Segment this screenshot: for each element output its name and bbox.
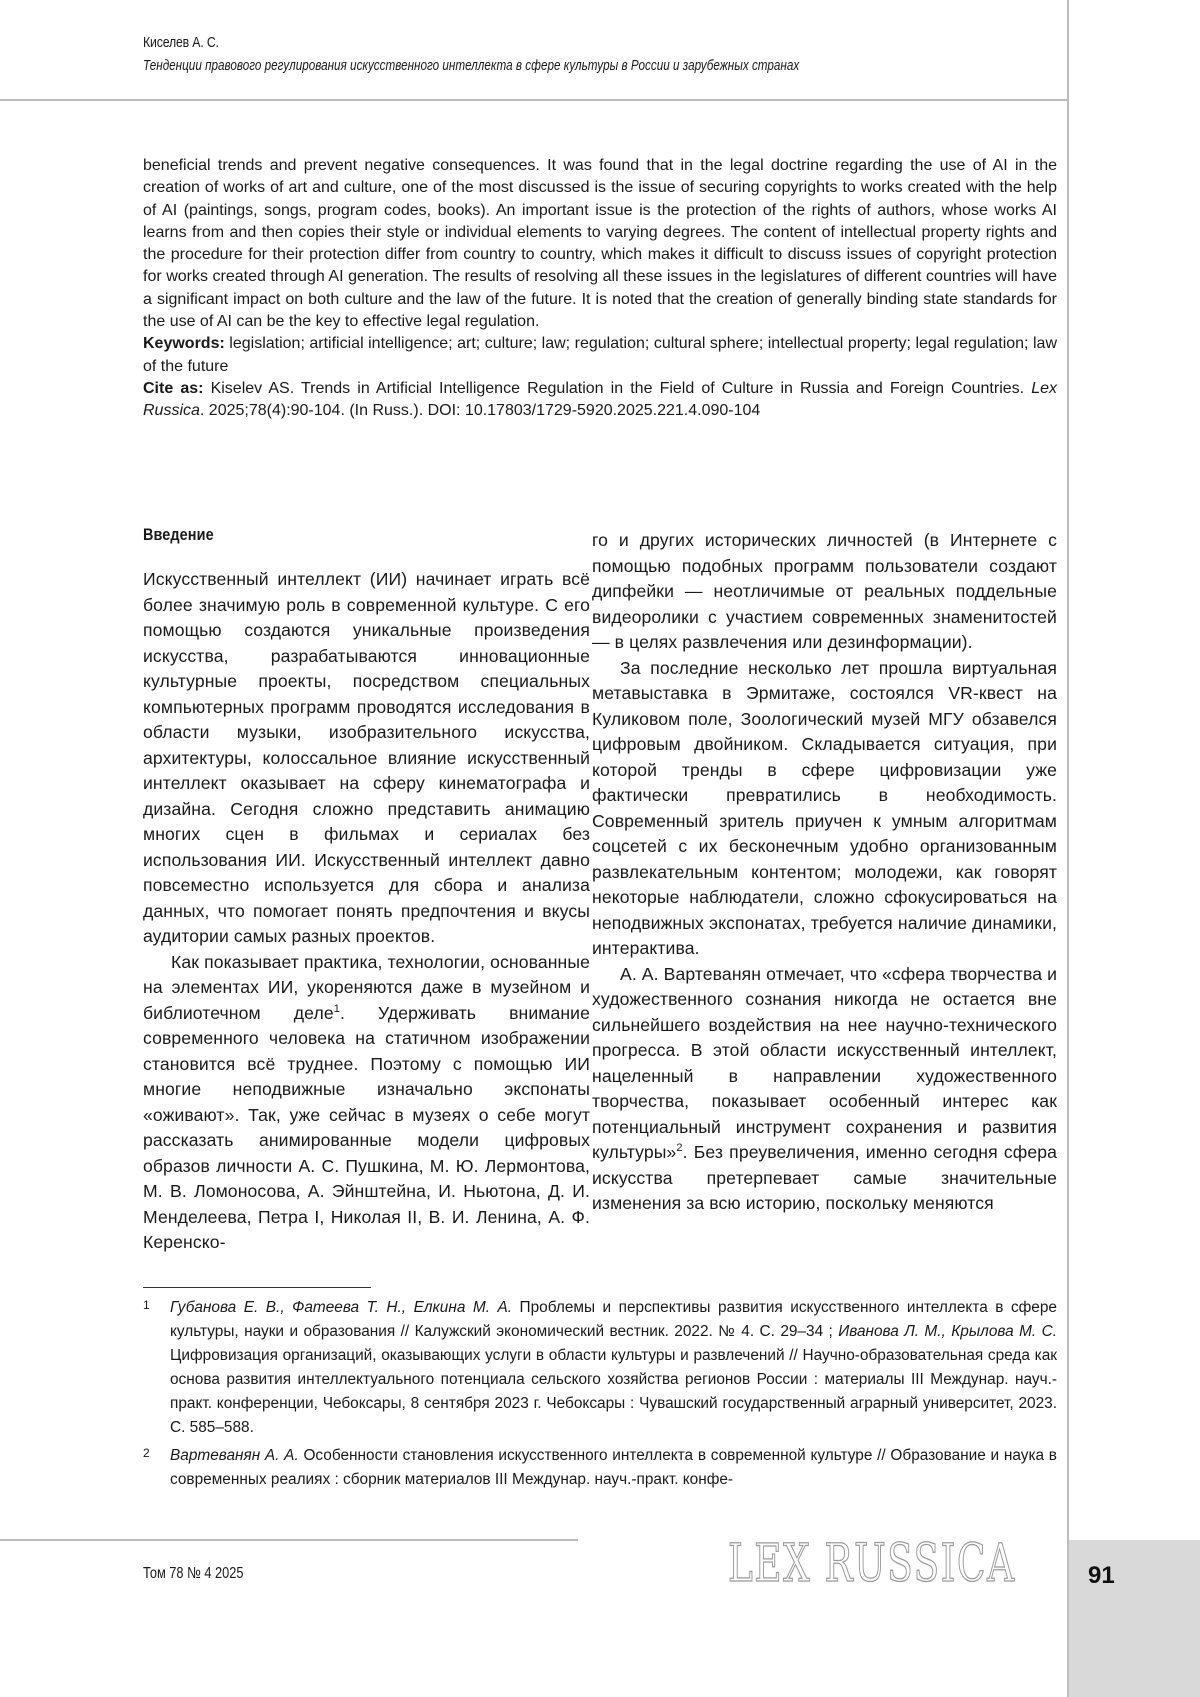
footnote-authors: Иванова Л. М., Крылова М. С. (838, 1323, 1057, 1340)
page-margin-bar (1067, 0, 1200, 1697)
footnote-ref[interactable]: 1 (334, 1003, 340, 1015)
page-number: 91 (1088, 1562, 1115, 1590)
footnote-text (170, 1296, 1057, 1440)
paragraph (143, 950, 590, 1256)
abstract-text: beneficial trends and prevent negative consequences. It was found that in the legal doctrine regarding the use of AI in the creation of works of art and culture, one of the most discussed is the issue of securing copyrights to works created with the help of AI (paintings, songs, program codes, books). An important issue is the protection of the rights of authors, whose works AI learns from and then copies their style or individual elements to varying degrees. The content of intellectual property rights and the procedure for their protection differ from country to country, which makes it difficult to discuss issues of copyright protection for works created through AI generation. The results of resolving all these issues in the legislatures of different countries will have a significant impact on both culture and the law of the future. It is noted that the creation of generally binding state standards for the use of AI can be the key to effective legal regulation. (143, 155, 1057, 333)
paragraph-text: . Без преувеличения, именно сегодня сфера искусства претерпевает самые значительные изменения за всю историю, поскольку меняются (592, 1142, 1057, 1213)
paragraph: Искусственный интеллект (ИИ) начинает играть всё более значимую роль в современной культуре. С его помощью создаются уникальные произведения искусства, разрабатываются инновационные культурные проекты, посредством специальных компьютерных программ проводятся исследования в области музыки, изобразительного искусства, архитектуры, колоссальное влияние искусственный интеллект оказывает на сферу кинематографа и дизайна. Сегодня сложно представить анимацию многих сцен в фильмах и сериалах без использования ИИ. Искусственный интеллект давно повсеместно используется для сбора и анализа данных, что помогает понять предпочтения и вкусы аудитории самых разных проектов. (143, 567, 590, 950)
header-divider (0, 99, 1067, 101)
running-header (143, 34, 1063, 74)
footnote-body: Цифровизация организаций, оказывающих услуги в области культуры и развлечений // Научно-образовательная среда как основа развития интеллектуального потенциала сельского хозяйства регионов России : материалы III Междунар. науч.-практ. конференции, Чебоксары, 8 сентября 2023 г. Чебоксары : Чувашский государственный аграрный университет, 2023. С. 585–588. (170, 1347, 1057, 1436)
header-article-title: Тенденции правового регулирования искусственного интеллекта в сфере культуры в России и зарубежных странах (143, 57, 861, 74)
cite-text: Kiselev AS. Trends in Artificial Intelligence Regulation in the Field of Culture in Russia and Foreign Countries. (211, 380, 1025, 397)
footnote (143, 1444, 1057, 1492)
left-column (143, 523, 590, 1256)
footnote-divider (143, 1287, 371, 1288)
paragraph (592, 962, 1057, 1217)
footnote-number: 2 (143, 1444, 170, 1492)
keywords (143, 333, 1057, 378)
abstract (143, 155, 1057, 423)
header-author: Киселев А. С. (143, 34, 897, 51)
paragraph: За последние несколько лет прошла виртуальная метавыставка в Эрмитаже, состоялся VR-квест на Куликовом поле, Зоологический музей МГУ обзавелся цифровым двойником. Складывается ситуация, при которой тренды в сфере цифровизации уже фактически превратились в необходимость. Современный зритель приучен к умным алгоритмам соцсетей с их бесконечным удобно организованным развлекательным контентом; молодежи, как говорят некоторые наблюдатели, сложно сфокусироваться на неподвижных экспонатах, требуется наличие динамики, интерактива. (592, 656, 1057, 962)
footnote (143, 1296, 1057, 1440)
citation (143, 378, 1057, 423)
keywords-label: Keywords: (143, 335, 225, 352)
cite-details: . 2025;78(4):90-104. (In Russ.). DOI: 10.17803/1729-5920.2025.221.4.090-104 (200, 402, 760, 419)
footnotes (143, 1296, 1057, 1496)
cite-label: Cite as: (143, 380, 203, 397)
paragraph-text: . Удерживать внимание современного человека на статичном изображении становится всё труднее. Поэтому с помощью ИИ многие неподвижные изначально экспонаты «оживают». Так, уже сейчас в музеях о себе могут рассказать анимированные модели цифровых образов личности А. С. Пушкина, М. Ю. Лермонтова, М. В. Ломоносова, А. Эйнштейна, И. Ньютона, Д. И. Менделеева, Петра I, Николая II, В. И. Ленина, А. Ф. Керенско- (143, 1003, 590, 1253)
footnote-ref[interactable]: 2 (676, 1142, 682, 1154)
journal-logo: LEX RUSSICA (728, 1534, 1015, 1594)
footnote-authors: Губанова Е. В., Фатеева Т. Н., Елкина М. А. (170, 1299, 512, 1316)
paragraph-text: А. А. Вартеванян отмечает, что «сфера творчества и художественного сознания никогда не остается вне сильнейшего воздействия на нее научно-технического прогресса. В этой области искусственный интеллект, нацеленный в направлении художественного творчества, показывает особенный интерес как потенциальный инструмент сохранения и развития культуры» (592, 964, 1057, 1163)
footnote-text (170, 1444, 1057, 1492)
footnote-authors: Вартеванян А. А. (170, 1447, 299, 1464)
footer-divider (0, 1539, 578, 1541)
keywords-text: legislation; artificial intelligence; art; culture; law; regulation; cultural sphere; intellectual property; legal regulation; law of the future (143, 335, 1057, 374)
footnote-body: Проблемы и перспективы развития искусственного интеллекта в сфере культуры, науки и образования // Калужский экономический вестник. 2022. № 4. С. 29–34 ; (170, 1299, 1057, 1340)
footnote-number: 1 (143, 1296, 170, 1440)
issue-info: Том 78 № 4 2025 (143, 1565, 244, 1583)
footnote-body: Особенности становления искусственного интеллекта в современной культуре // Образование и наука в современных реалиях : сборник материалов III Междунар. науч.-практ. конфе- (170, 1447, 1057, 1488)
right-column (592, 528, 1057, 1217)
paragraph: го и других исторических личностей (в Интернете с помощью подобных программ пользователи создают дипфейки — неотличимые от реальных поддельные видеоролики с участием современных знаменитостей — в целях развлечения или дезинформации). (592, 528, 1057, 656)
cite-journal: Lex Russica (143, 380, 1057, 419)
section-heading: Введение (143, 523, 523, 547)
paragraph-text: Как показывает практика, технологии, основанные на элементах ИИ, укореняются даже в музейном и библиотечном деле (143, 952, 590, 1023)
